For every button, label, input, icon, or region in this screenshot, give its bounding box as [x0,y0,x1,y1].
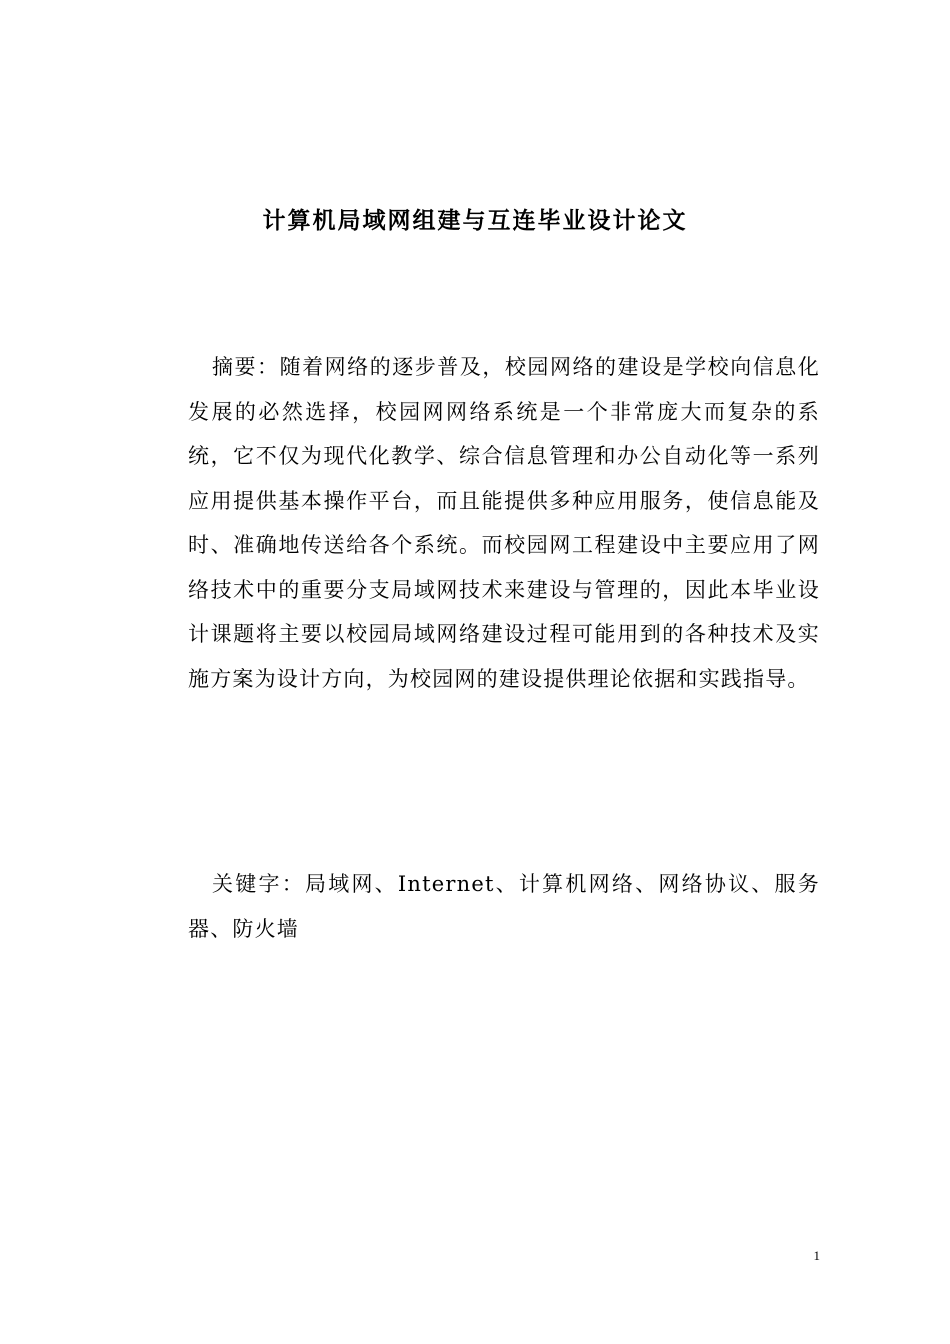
keywords-text: 局域网、Internet、计算机网络、网络协议、服务器、防火墙 [188,872,820,941]
keywords-paragraph [188,862,820,951]
abstract-text: 随着网络的逐步普及，校园网络的建设是学校向信息化发展的必然选择，校园网网络系统是一个非常庞大而复杂的系统，它不仅为现代化教学、综合信息管理和办公自动化等一系列应用提供基本操作平台，而且能提供多种应用服务，使信息能及时、准确地传送给各个系统。而校园网工程建设中主要应用了网络技术中的重要分支局域网技术来建设与管理的，因此本毕业设计课题将主要以校园局域网络建设过程可能用到的各种技术及实施方案为设计方向，为校园网的建设提供理论依据和实践指导。 [188,355,820,691]
abstract-label: 摘要： [212,355,280,379]
keywords-label: 关键字： [212,872,305,896]
document-title: 计算机局域网组建与互连毕业设计论文 [262,207,688,234]
page-number: 1 [813,1248,820,1263]
abstract-paragraph [188,345,820,701]
